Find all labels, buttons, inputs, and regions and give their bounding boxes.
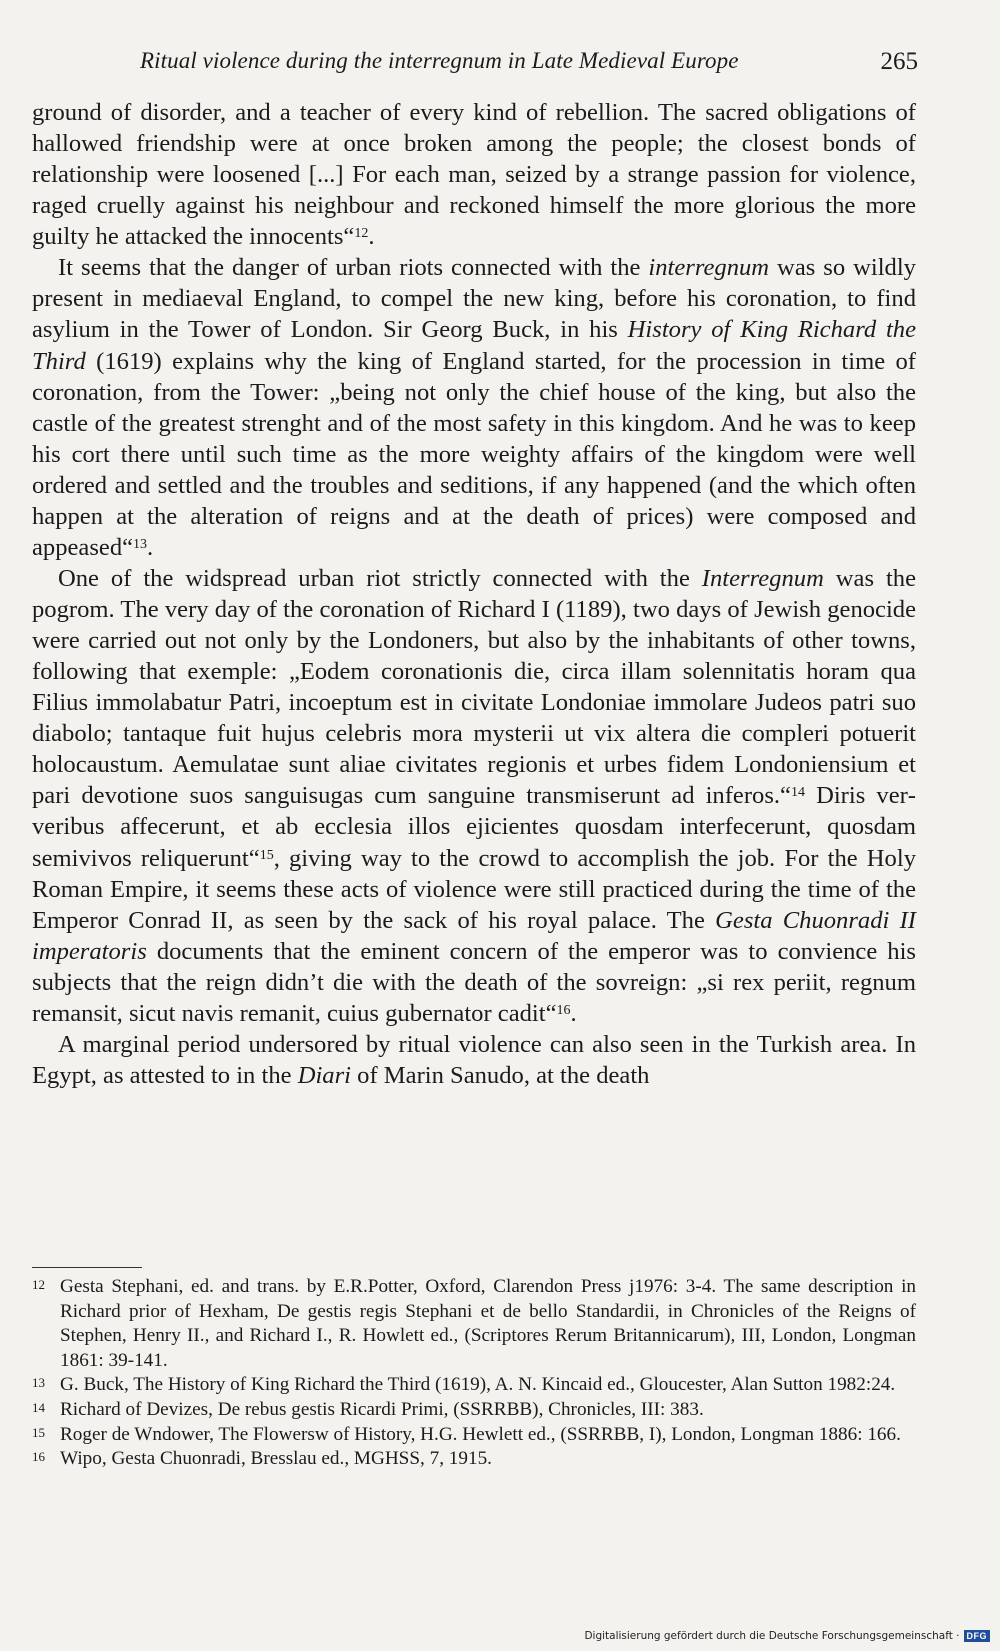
text-run: .	[368, 223, 375, 251]
text-run: of Marin Sanudo, at the death	[351, 1061, 650, 1089]
body-text	[32, 97, 916, 1091]
text-run: , giving way to the crowd to accomplish the job. For the Holy Roman Empire, it seems these acts of violence were still practiced during the time of the Emperor Conrad II, as seen by the sack of his royal palace. The	[32, 844, 916, 934]
footnote-text: Wipo, Gesta Chuonradi, Bresslau ed., MGHSS, 7, 1915.	[60, 1448, 492, 1470]
footnote-number: 16	[32, 1449, 45, 1465]
footnote-12	[32, 1275, 916, 1373]
text-run: was the pogrom. The very day of the coronation of Richard I (1189), two days of Jewish genocide were carried out not only by the Londoners, but also by the inhabitants of other towns, following that exemple: „Eodem coronationis die, circa illam solennitatis horam qua Filius immolabatur Patri, incoeptum est in civitate Londoniae immolare Judeos patri suo diabolo; tantaque fuit hujus celebris mora mysterii ut vix altera die compleri potuerit holocaustum. Aemulatae sunt aliae civitates regionis et urbes fidem Londoniensium et pari devotione suos sanguisugas cum sanguine transmiserunt ad inferos.“	[32, 564, 916, 810]
digitization-credit	[584, 1630, 990, 1642]
text-run: It seems that the danger of urban riots connected with the	[58, 254, 649, 282]
book-title: History of King Richard the Third	[32, 316, 916, 375]
text-run: (1619) explains why the king of England started, for the procession in time of coronation, from the Tower: „being not only the chief house of the king, but also the castle of the greatest strenght and of the most safety in this kingdom. And he was to keep his cort there until such time as the more weighty affairs of the kingdom were well ordered and settled and the troubles and seditions, if any happened (and the which often happen at the alteration of reigns and at the death of prices) were composed and appeased“	[32, 347, 916, 561]
footnote-13	[32, 1373, 916, 1398]
page-number: 265	[880, 48, 918, 75]
paragraph-2	[32, 252, 916, 563]
footnote-15	[32, 1423, 916, 1448]
footnote-ref: 16	[556, 1002, 571, 1018]
footnote-ref: 13	[133, 536, 148, 552]
footnote-14	[32, 1398, 916, 1423]
book-title: Gesta Chuonradi II imperatoris	[32, 906, 916, 965]
text-run: .	[570, 999, 577, 1027]
paragraph-4	[32, 1029, 916, 1091]
text-run: was so wildly present in mediaeval England, to compel the new king, before his coronation, to find asylium in the Tower of London. Sir Georg Buck, in his	[32, 254, 916, 344]
footnotes	[32, 1275, 916, 1472]
footnote-ref: 14	[790, 785, 805, 801]
italic-term: Interregnum	[701, 564, 824, 592]
text-run: documents that the eminent concern of the emperor was to convience his subjects that the reign didn’t die with the death of the sovreign: „si rex periit, regnum remansit, sicut navis remanit, cuius gubernator cadit“	[32, 937, 916, 1027]
footnote-16	[32, 1447, 916, 1472]
paragraph-3	[32, 563, 916, 1029]
footnote-text: Richard of Devizes, De rebus gestis Ricardi Primi, (SSRRBB), Chronicles, III: 383.	[60, 1398, 704, 1420]
footnote-number: 14	[32, 1399, 45, 1415]
italic-term: interregnum	[648, 254, 770, 282]
text-run: Diris ververibus affecerunt, et ab ecclesia illos ejicientes quosdam interfecerunt, quosdam semivivos reliquerunt“	[32, 782, 916, 872]
footnote-number: 13	[32, 1375, 45, 1391]
footnote-text: Roger de Wndower, The Flowersw of History, H.G. Hewlett ed., (SSRRBB, I), London, Longman 1886: 166.	[60, 1423, 901, 1445]
footnote-ref: 12	[354, 226, 369, 242]
footnote-separator	[32, 1267, 142, 1268]
paragraph-1	[32, 97, 916, 252]
book-title: Diari	[297, 1061, 351, 1089]
footnote-number: 12	[32, 1277, 45, 1292]
text-run: One of the widspread urban riot strictly connected with the	[58, 564, 702, 592]
text-run: .	[147, 533, 154, 561]
dfg-logo: DFG	[964, 1630, 991, 1642]
text-run: ground of disorder, and a teacher of every kind of rebellion. The sacred obligations of hallowed friendship were at once broken among the people; the closest bonds of relationship were loosened [...] For each man, seized by a strange passion for violence, raged cruelly against his neighbour and reckoned himself the more glorious the more guilty he attacked the innocents“	[32, 99, 916, 251]
credit-text: Digitalisierung gefördert durch die Deutsche Forschungsgemeinschaft ·	[584, 1630, 960, 1642]
footnote-ref: 15	[259, 847, 274, 863]
footnote-text: G. Buck, The History of King Richard the Third (1619), A. N. Kincaid ed., Gloucester, Alan Sutton 1982:24.	[60, 1374, 896, 1396]
page-header	[140, 48, 918, 82]
footnote-text: Gesta Stephani, ed. and trans. by E.R.Potter, Oxford, Clarendon Press j1976: 3-4. The same description in Richard prior of Hexham, De gestis regis Stephani et de bello Standardii, in Chronicles of the Reigns of Stephen, Henry II., and Richard I., R. Howlett ed., (Scriptores Rerum Britannicarum), III, London, Longman 1861: 39-141.	[60, 1276, 916, 1371]
footnote-number: 15	[32, 1424, 45, 1440]
running-title: Ritual violence during the interregnum in Late Medieval Europe	[140, 48, 739, 73]
text-run: A marginal period undersored by ritual violence can also seen in the Turkish area. In Egypt, as attested to in the	[32, 1030, 916, 1089]
